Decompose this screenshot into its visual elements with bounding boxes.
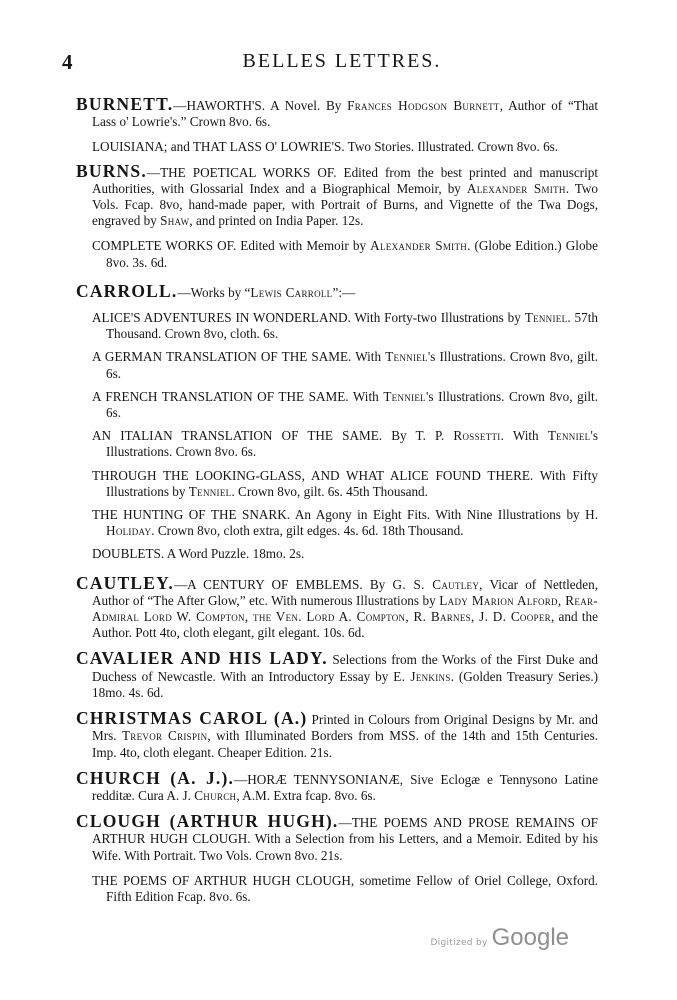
author-name: Lewis Carroll (250, 284, 333, 300)
illustrator-name: Tenniel (383, 388, 426, 404)
entry-text: ”:— (332, 284, 356, 300)
entry-text: 's Illustrations. Crown 8vo, gilt. 6s. (106, 349, 598, 381)
illustrator-name: Tenniel (547, 428, 591, 444)
entry-carroll (76, 280, 598, 301)
entry-text: A GERMAN TRANSLATION OF THE SAME. With (92, 349, 386, 365)
entry-text: . With (500, 428, 548, 444)
entry-text: , A.M. Extra fcap. 8vo. 6s. (236, 787, 376, 803)
entry-burnett (76, 96, 598, 130)
entry-looking-glass (76, 468, 598, 500)
engraver-name: Shaw (160, 213, 190, 229)
entry-heading: BURNS. (76, 160, 147, 181)
entry-text: , and the Author. Pott 4to, cloth elegant, gilt elegant. 10s. 6d. (92, 609, 599, 641)
entry-heading: BURNETT. (76, 94, 174, 114)
entry-text: —Works by “ (177, 284, 251, 300)
entry-heading: CHRISTMAS CAROL (A.) (76, 708, 308, 729)
entry-text: THE POEMS OF ARTHUR HUGH CLOUGH, sometime Fellow of Oriel College, Oxford. Fifth Edition Fcap. 8vo. 6s. (92, 872, 598, 904)
entry-alice-wonderland (76, 310, 598, 342)
entry-burns (76, 160, 599, 230)
entry-cavalier (76, 650, 598, 701)
entry-text: LOUISIANA; and THAT LASS O' LOWRIE'S. Two Stories. Illustrated. Crown 8vo. 6s. (92, 139, 559, 155)
digitized-watermark (430, 924, 569, 952)
entry-doublets (76, 546, 598, 562)
entry-heading: CARROLL. (76, 280, 178, 301)
entry-text: , and printed on India Paper. 12s. (189, 213, 364, 229)
entry-heading: CLOUGH (ARTHUR HUGH). (76, 811, 339, 832)
entry-text: . Two Vols. Fcap. 8vo, hand-made paper, with Portrait of Burns, and Vignette of the Twa Dogs, engraved by (92, 180, 599, 229)
entry-christmas-carol (76, 710, 598, 761)
entry-german-translation (76, 349, 598, 381)
entry-text: ALICE'S ADVENTURES IN WONDERLAND. With Forty-two Illustrations by (92, 310, 525, 326)
entry-church (76, 767, 598, 804)
illustrator-name: Tenniel (524, 310, 568, 326)
entry-text: —HORÆ TENNYSONIANÆ, Sive Eclogæ e Tennysono Latine redditæ. Cura A. J. (92, 771, 598, 803)
entry-text: . 57th Thousand. Crown 8vo, cloth. 6s. (106, 310, 598, 342)
entry-text: 's Illustrations. Crown 8vo, gilt. 6s. (106, 388, 598, 421)
entry-text: . Crown 8vo, gilt. 6s. 45th Thousand. (231, 483, 428, 499)
entry-french-translation (76, 389, 598, 421)
illustrator-names: Lady Marion Alford, Rear-Admiral Lord W. Compton, the Ven. Lord A. Compton, R. Barnes, J. D. Cooper (92, 592, 598, 625)
entry-text: A FRENCH TRANSLATION OF THE SAME. With (92, 388, 384, 404)
entry-heading: CAVALIER AND HIS LADY. (76, 648, 328, 669)
editor-name: Alexander Smith (466, 180, 566, 196)
illustrator-name: Tenniel (385, 349, 428, 365)
running-title: BELLES LETTRES. (242, 50, 442, 72)
page-number: 4 (62, 50, 73, 74)
author-name: Church (194, 787, 237, 803)
translator-name: Rossetti (453, 428, 501, 444)
catalogue-listing (76, 96, 598, 912)
entry-clough (76, 813, 598, 864)
entry-text: —THE POEMS AND PROSE REMAINS OF ARTHUR HUGH CLOUGH. With a Selection from his Letters, and a Memoir. Edited by his Wife. With Portrait. Two Vols. Crown 8vo. 21s. (92, 815, 599, 863)
entry-text: . Crown 8vo, cloth extra, gilt edges. 4s. 6d. 18th Thousand. (151, 523, 464, 539)
entry-clough-poems (76, 873, 598, 905)
entry-text: Selections from the Works of the First Duke and Duchess of Newcastle. With an Introductory Essay by (92, 652, 598, 684)
entry-text: —THE POETICAL WORKS OF. Edited from the best printed and manuscript Authorities, with Glossarial Index and a Biographical Memoir, by (92, 164, 598, 196)
author-name: Frances Hodgson Burnett (347, 98, 500, 113)
entry-text: , Author of “That Lass o' Lowrie's.” Crown 8vo. 6s. (92, 98, 598, 130)
author-name: G. S. Cautley (392, 576, 480, 592)
entry-text: THE HUNTING OF THE SNARK. An Agony in Eight Fits. With Nine Illustrations by H. (92, 507, 598, 523)
entry-text: , with Illuminated Borders from MSS. of the 14th and 15th Centuries. Imp. 4to, cloth elegant. Cheaper Edition. 21s. (92, 728, 599, 760)
entry-burns-complete-works (76, 238, 598, 270)
entry-louisiana (76, 139, 598, 155)
entry-cautley (76, 572, 599, 642)
essayist-name: E. Jenkins (393, 668, 451, 684)
entry-text: , Vicar of Nettleden, Author of “The After Glow,” etc. With numerous Illustrations by (92, 576, 598, 608)
entry-text: THROUGH THE LOOKING-GLASS, AND WHAT ALICE FOUND THERE. With Fifty Illustrations by (92, 467, 598, 499)
entry-text: . (Golden Treasury Series.) 18mo. 4s. 6d. (92, 668, 599, 700)
illustrator-name: Trevor Crispin (121, 728, 208, 744)
entry-text: . (Globe Edition.) Globe 8vo. 3s. 6d. (106, 238, 598, 270)
digitized-by-label: Digitized by (430, 938, 488, 948)
illustrator-name: Tenniel (188, 483, 232, 499)
entry-hunting-snark (76, 507, 598, 539)
entry-heading: CAUTLEY. (76, 572, 174, 593)
entry-text: 's Illustrations. Crown 8vo. 6s. (106, 428, 598, 460)
illustrator-name: Holiday (106, 523, 152, 539)
entry-italian-translation (76, 428, 598, 460)
entry-text: Printed in Colours from Original Designs by Mr. and Mrs. (92, 712, 598, 744)
entry-text: DOUBLETS. A Word Puzzle. 18mo. 2s. (92, 546, 305, 562)
entry-heading: CHURCH (A. J.). (76, 767, 235, 788)
entry-text: AN ITALIAN TRANSLATION OF THE SAME. By T. P. (92, 428, 454, 444)
entry-text: —HAWORTH'S. A Novel. By (173, 98, 348, 113)
page-header (62, 50, 622, 78)
entry-text: —A CENTURY OF EMBLEMS. By (173, 576, 393, 592)
entry-text: COMPLETE WORKS OF. Edited with Memoir by (92, 238, 371, 254)
editor-name: Alexander Smith (370, 238, 468, 254)
google-logo: Google (491, 924, 569, 951)
